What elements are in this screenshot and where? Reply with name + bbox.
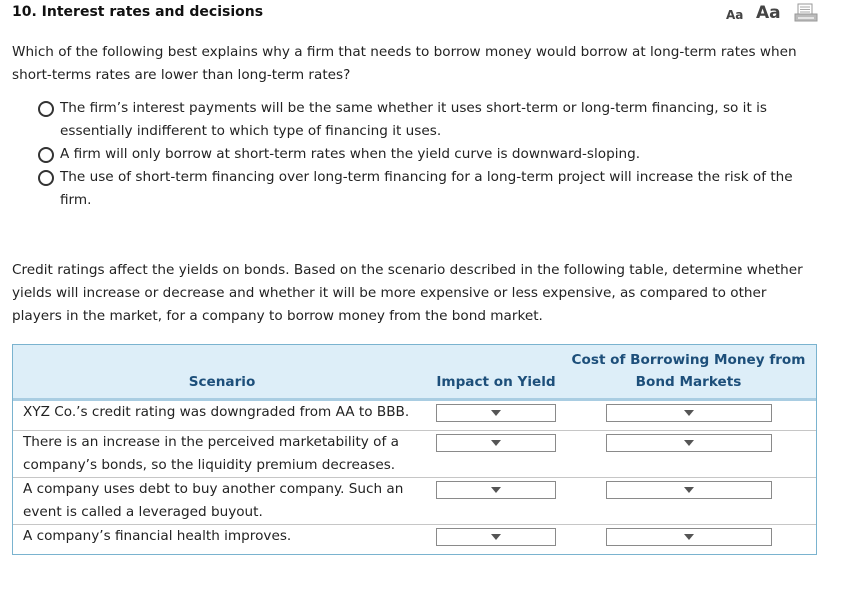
font-size-large-button[interactable]: Aa bbox=[756, 3, 781, 23]
answer-option-2[interactable] bbox=[38, 143, 828, 166]
chevron-down-icon bbox=[491, 487, 501, 493]
scenario-cell: A company uses debt to buy another company. Such an event is called a leveraged buyout. bbox=[13, 478, 431, 525]
question1-prompt: Which of the following best explains why a firm that needs to borrow money would borrow at long-term rates when short-terms rates are lower than long-term rates? bbox=[12, 44, 797, 83]
radio-button[interactable] bbox=[38, 170, 54, 186]
answer-option-label: A firm will only borrow at short-term rates when the yield curve is downward-sloping. bbox=[60, 146, 641, 162]
chevron-down-icon bbox=[684, 487, 694, 493]
cost-of-borrowing-dropdown[interactable] bbox=[606, 404, 772, 422]
answer-option-label: The use of short-term financing over long-term financing for a long-term project will increase the risk of the firm. bbox=[60, 169, 793, 208]
impact-on-yield-dropdown[interactable] bbox=[436, 528, 556, 546]
answer-option-1[interactable] bbox=[38, 97, 828, 143]
chevron-down-icon bbox=[491, 410, 501, 416]
question-title: 10. Interest rates and decisions bbox=[12, 4, 264, 20]
cost-of-borrowing-dropdown[interactable] bbox=[606, 528, 772, 546]
impact-on-yield-dropdown[interactable] bbox=[436, 404, 556, 422]
column-header-impact-on-yield: Impact on Yield bbox=[431, 345, 561, 400]
cost-of-borrowing-dropdown[interactable] bbox=[606, 481, 772, 499]
print-icon[interactable] bbox=[794, 3, 818, 23]
scenario-cell: XYZ Co.’s credit rating was downgraded from AA to BBB. bbox=[13, 400, 431, 431]
scenario-cell: There is an increase in the perceived marketability of a company’s bonds, so the liquidity premium decreases. bbox=[13, 431, 431, 478]
scenario-cell: A company’s financial health improves. bbox=[23, 528, 292, 544]
table-row bbox=[13, 478, 816, 525]
chevron-down-icon bbox=[684, 534, 694, 540]
radio-button[interactable] bbox=[38, 147, 54, 163]
radio-button[interactable] bbox=[38, 101, 54, 117]
answer-option-3[interactable] bbox=[38, 166, 828, 212]
table-row bbox=[13, 400, 816, 431]
font-size-small-button[interactable]: Aa bbox=[726, 8, 744, 22]
table-row bbox=[13, 525, 816, 555]
impact-on-yield-dropdown[interactable] bbox=[436, 434, 556, 452]
column-header-scenario: Scenario bbox=[13, 345, 431, 400]
chevron-down-icon bbox=[684, 440, 694, 446]
question2-prompt: Credit ratings affect the yields on bonds. Based on the scenario described in the following table, determine whether yields will increase or decrease and whether it will be more expensive or less expensive, as compared to other players in the market, for a company to borrow money from the bond market. bbox=[12, 262, 803, 324]
chevron-down-icon bbox=[684, 410, 694, 416]
chevron-down-icon bbox=[491, 440, 501, 446]
table-header-row bbox=[13, 345, 816, 400]
table-row bbox=[13, 431, 816, 478]
answer-option-label: The firm’s interest payments will be the same whether it uses short-term or long-term financing, so it is essentially indifferent to which type of financing it uses. bbox=[60, 100, 767, 139]
scenario-table bbox=[12, 344, 817, 555]
cost-of-borrowing-dropdown[interactable] bbox=[606, 434, 772, 452]
column-header-cost-of-borrowing: Cost of Borrowing Money from Bond Markets bbox=[561, 345, 816, 400]
answer-options bbox=[38, 97, 828, 212]
impact-on-yield-dropdown[interactable] bbox=[436, 481, 556, 499]
chevron-down-icon bbox=[491, 534, 501, 540]
question-header bbox=[0, 0, 844, 26]
